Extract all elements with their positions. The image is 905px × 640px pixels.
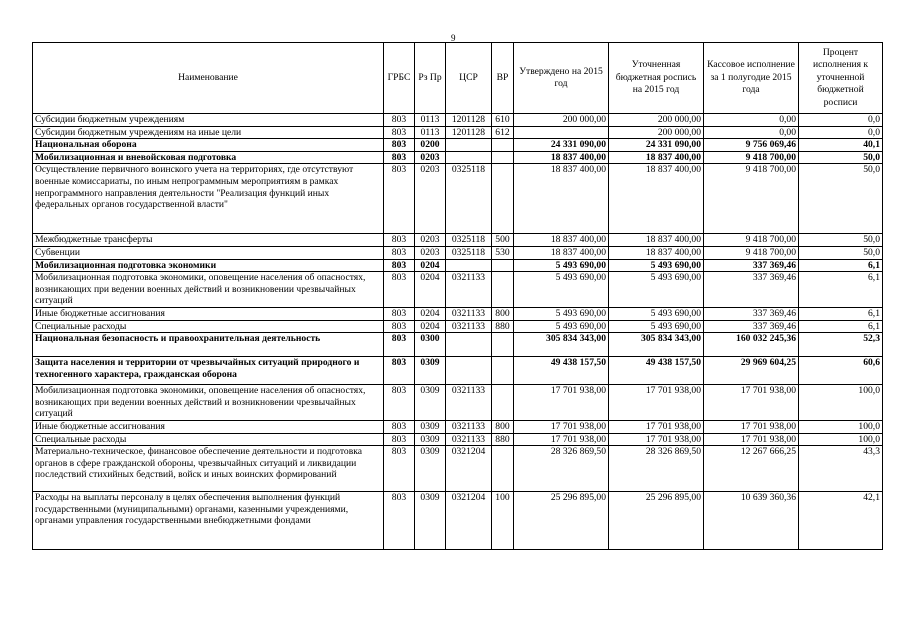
row-cash: 337 369,46	[704, 272, 799, 308]
table-row	[33, 139, 883, 152]
header-approved: Утверждено на 2015 год	[514, 43, 609, 114]
row-vr: 880	[492, 320, 514, 333]
row-csr	[446, 357, 492, 385]
row-approved: 18 837 400,00	[514, 234, 609, 247]
row-vr	[492, 446, 514, 492]
table-row	[33, 420, 883, 433]
row-approved: 5 493 690,00	[514, 272, 609, 308]
row-approved: 5 493 690,00	[514, 320, 609, 333]
row-refined: 17 701 938,00	[609, 420, 704, 433]
row-csr: 1201128	[446, 126, 492, 139]
row-approved: 24 331 090,00	[514, 139, 609, 152]
row-grbs: 803	[384, 151, 415, 164]
row-name: Иные бюджетные ассигнования	[33, 307, 384, 320]
header-refined: Уточненная бюджетная роспись на 2015 год	[609, 43, 704, 114]
row-vr	[492, 151, 514, 164]
row-vr: 500	[492, 234, 514, 247]
table-row	[33, 151, 883, 164]
row-name: Национальная оборона	[33, 139, 384, 152]
row-rzpr: 0203	[415, 246, 446, 259]
row-approved: 5 493 690,00	[514, 259, 609, 272]
row-percent: 6,1	[799, 259, 883, 272]
table-row	[33, 433, 883, 446]
row-vr	[492, 259, 514, 272]
row-cash: 29 969 604,25	[704, 357, 799, 385]
table-row	[33, 259, 883, 272]
row-rzpr: 0309	[415, 385, 446, 421]
row-percent: 60,6	[799, 357, 883, 385]
row-csr	[446, 333, 492, 357]
row-name: Национальная безопасность и правоохранительная деятельность	[33, 333, 384, 357]
row-refined: 18 837 400,00	[609, 151, 704, 164]
row-name: Мобилизационная подготовка экономики, оповещение населения об опасностях, возникающих при ведении военных действий и возникновении чрезвычайных ситуаций	[33, 385, 384, 421]
row-refined: 17 701 938,00	[609, 433, 704, 446]
row-approved: 200 000,00	[514, 114, 609, 127]
row-cash: 337 369,46	[704, 307, 799, 320]
row-refined: 5 493 690,00	[609, 259, 704, 272]
row-grbs: 803	[384, 433, 415, 446]
header-name: Наименование	[33, 43, 384, 114]
row-cash: 17 701 938,00	[704, 385, 799, 421]
table-row	[33, 320, 883, 333]
row-grbs: 803	[384, 420, 415, 433]
row-percent: 50,0	[799, 234, 883, 247]
row-grbs: 803	[384, 385, 415, 421]
row-refined: 25 296 895,00	[609, 492, 704, 550]
row-cash: 337 369,46	[704, 259, 799, 272]
row-name: Межбюджетные трансферты	[33, 234, 384, 247]
row-percent: 100,0	[799, 385, 883, 421]
row-csr: 0325118	[446, 234, 492, 247]
table-row	[33, 246, 883, 259]
row-csr: 0321133	[446, 385, 492, 421]
row-name: Специальные расходы	[33, 433, 384, 446]
row-csr: 0325118	[446, 164, 492, 234]
row-percent: 50,0	[799, 164, 883, 234]
row-cash: 17 701 938,00	[704, 420, 799, 433]
row-grbs: 803	[384, 126, 415, 139]
row-cash: 9 756 069,46	[704, 139, 799, 152]
row-percent: 100,0	[799, 433, 883, 446]
row-cash: 10 639 360,36	[704, 492, 799, 550]
row-approved: 17 701 938,00	[514, 420, 609, 433]
row-name: Осуществление первичного воинского учета на территориях, где отсутствуют военные комиссариаты, по иным непрограммным мероприятиям в рамках непрограммного направления деятельности "Реализация функций иных федеральных органов государственной власти"	[33, 164, 384, 234]
row-percent: 43,3	[799, 446, 883, 492]
row-csr	[446, 151, 492, 164]
row-rzpr: 0309	[415, 420, 446, 433]
row-csr	[446, 259, 492, 272]
row-grbs: 803	[384, 357, 415, 385]
row-percent: 6,1	[799, 307, 883, 320]
row-refined: 200 000,00	[609, 126, 704, 139]
row-grbs: 803	[384, 164, 415, 234]
row-vr: 800	[492, 420, 514, 433]
row-vr: 610	[492, 114, 514, 127]
row-cash: 160 032 245,36	[704, 333, 799, 357]
row-cash: 9 418 700,00	[704, 234, 799, 247]
row-name: Расходы на выплаты персоналу в целях обеспечения выполнения функций государственными (муниципальными) органами, казенными учреждениями, органами управления государственными внебюджетными фондами	[33, 492, 384, 550]
row-approved: 18 837 400,00	[514, 246, 609, 259]
row-rzpr: 0204	[415, 307, 446, 320]
row-grbs: 803	[384, 320, 415, 333]
row-refined: 5 493 690,00	[609, 307, 704, 320]
row-percent: 0,0	[799, 114, 883, 127]
row-rzpr: 0203	[415, 234, 446, 247]
row-rzpr: 0204	[415, 259, 446, 272]
row-approved: 18 837 400,00	[514, 151, 609, 164]
row-rzpr: 0203	[415, 164, 446, 234]
header-csr: ЦСР	[446, 43, 492, 114]
table-row	[33, 357, 883, 385]
table-row	[33, 114, 883, 127]
header-cash: Кассовое исполнение за 1 полугодие 2015 года	[704, 43, 799, 114]
row-grbs: 803	[384, 234, 415, 247]
row-percent: 0,0	[799, 126, 883, 139]
row-vr	[492, 272, 514, 308]
row-cash: 9 418 700,00	[704, 246, 799, 259]
row-csr	[446, 139, 492, 152]
row-approved: 305 834 343,00	[514, 333, 609, 357]
table-row	[33, 385, 883, 421]
header-vr: ВР	[492, 43, 514, 114]
row-csr: 0321204	[446, 492, 492, 550]
row-cash: 9 418 700,00	[704, 164, 799, 234]
table-row	[33, 234, 883, 247]
row-csr: 0325118	[446, 246, 492, 259]
row-csr: 0321133	[446, 433, 492, 446]
row-refined: 18 837 400,00	[609, 234, 704, 247]
row-refined: 18 837 400,00	[609, 246, 704, 259]
row-rzpr: 0204	[415, 272, 446, 308]
row-csr: 0321204	[446, 446, 492, 492]
table-row	[33, 446, 883, 492]
row-grbs: 803	[384, 114, 415, 127]
table-row	[33, 272, 883, 308]
row-name: Мобилизационная подготовка экономики	[33, 259, 384, 272]
row-name: Специальные расходы	[33, 320, 384, 333]
row-csr: 0321133	[446, 307, 492, 320]
row-percent: 40,1	[799, 139, 883, 152]
row-percent: 50,0	[799, 151, 883, 164]
row-name: Материально-техническое, финансовое обеспечение деятельности и подготовка органов в сфере гражданской обороны, чрезвычайных ситуаций и ликвидации последствий стихийных бедствий, войск и иных воинских формирований	[33, 446, 384, 492]
row-vr: 530	[492, 246, 514, 259]
header-grbs: ГРБС	[384, 43, 415, 114]
row-refined: 17 701 938,00	[609, 385, 704, 421]
row-csr: 0321133	[446, 320, 492, 333]
row-rzpr: 0203	[415, 151, 446, 164]
row-cash: 12 267 666,25	[704, 446, 799, 492]
row-approved: 18 837 400,00	[514, 164, 609, 234]
table-row	[33, 492, 883, 550]
row-vr	[492, 333, 514, 357]
row-cash: 17 701 938,00	[704, 433, 799, 446]
row-refined: 305 834 343,00	[609, 333, 704, 357]
row-grbs: 803	[384, 272, 415, 308]
row-refined: 28 326 869,50	[609, 446, 704, 492]
row-name: Мобилизационная подготовка экономики, оповещение населения об опасностях, возникающих при ведении военных действий и возникновении чрезвычайных ситуаций	[33, 272, 384, 308]
row-csr: 1201128	[446, 114, 492, 127]
row-percent: 52,3	[799, 333, 883, 357]
row-approved: 49 438 157,50	[514, 357, 609, 385]
header-row	[33, 43, 883, 114]
row-vr	[492, 385, 514, 421]
row-percent: 6,1	[799, 272, 883, 308]
row-cash: 0,00	[704, 126, 799, 139]
row-name: Субсидии бюджетным учреждениям	[33, 114, 384, 127]
row-rzpr: 0309	[415, 433, 446, 446]
row-rzpr: 0300	[415, 333, 446, 357]
row-cash: 337 369,46	[704, 320, 799, 333]
row-rzpr: 0113	[415, 126, 446, 139]
row-csr: 0321133	[446, 420, 492, 433]
row-refined: 24 331 090,00	[609, 139, 704, 152]
row-rzpr: 0309	[415, 357, 446, 385]
table-row	[33, 333, 883, 357]
row-rzpr: 0113	[415, 114, 446, 127]
table-row	[33, 164, 883, 234]
page-number: 9	[451, 33, 456, 43]
row-refined: 49 438 157,50	[609, 357, 704, 385]
row-grbs: 803	[384, 259, 415, 272]
row-name: Мобилизационная и вневойсковая подготовка	[33, 151, 384, 164]
row-rzpr: 0309	[415, 492, 446, 550]
row-rzpr: 0200	[415, 139, 446, 152]
row-vr	[492, 357, 514, 385]
row-cash: 0,00	[704, 114, 799, 127]
row-approved: 5 493 690,00	[514, 307, 609, 320]
row-rzpr: 0204	[415, 320, 446, 333]
row-refined: 18 837 400,00	[609, 164, 704, 234]
row-grbs: 803	[384, 333, 415, 357]
row-vr: 100	[492, 492, 514, 550]
row-name: Иные бюджетные ассигнования	[33, 420, 384, 433]
row-cash: 9 418 700,00	[704, 151, 799, 164]
row-approved: 17 701 938,00	[514, 385, 609, 421]
row-grbs: 803	[384, 307, 415, 320]
row-approved: 17 701 938,00	[514, 433, 609, 446]
row-grbs: 803	[384, 246, 415, 259]
header-percent: Процент исполнения к уточненной бюджетной росписи	[799, 43, 883, 114]
row-vr: 880	[492, 433, 514, 446]
row-percent: 50,0	[799, 246, 883, 259]
row-percent: 42,1	[799, 492, 883, 550]
row-rzpr: 0309	[415, 446, 446, 492]
row-refined: 5 493 690,00	[609, 272, 704, 308]
budget-table	[32, 42, 883, 550]
row-percent: 6,1	[799, 320, 883, 333]
row-vr: 612	[492, 126, 514, 139]
header-rzpr: Рз Пр	[415, 43, 446, 114]
row-approved: 28 326 869,50	[514, 446, 609, 492]
row-vr	[492, 164, 514, 234]
row-approved	[514, 126, 609, 139]
row-grbs: 803	[384, 446, 415, 492]
row-grbs: 803	[384, 139, 415, 152]
row-vr: 800	[492, 307, 514, 320]
row-vr	[492, 139, 514, 152]
row-refined: 5 493 690,00	[609, 320, 704, 333]
table-row	[33, 126, 883, 139]
table-row	[33, 307, 883, 320]
row-percent: 100,0	[799, 420, 883, 433]
row-csr: 0321133	[446, 272, 492, 308]
row-name: Субвенции	[33, 246, 384, 259]
row-approved: 25 296 895,00	[514, 492, 609, 550]
row-refined: 200 000,00	[609, 114, 704, 127]
row-grbs: 803	[384, 492, 415, 550]
row-name: Субсидии бюджетным учреждениям на иные цели	[33, 126, 384, 139]
row-name: Защита населения и территории от чрезвычайных ситуаций природного и техногенного характера, гражданская оборона	[33, 357, 384, 385]
